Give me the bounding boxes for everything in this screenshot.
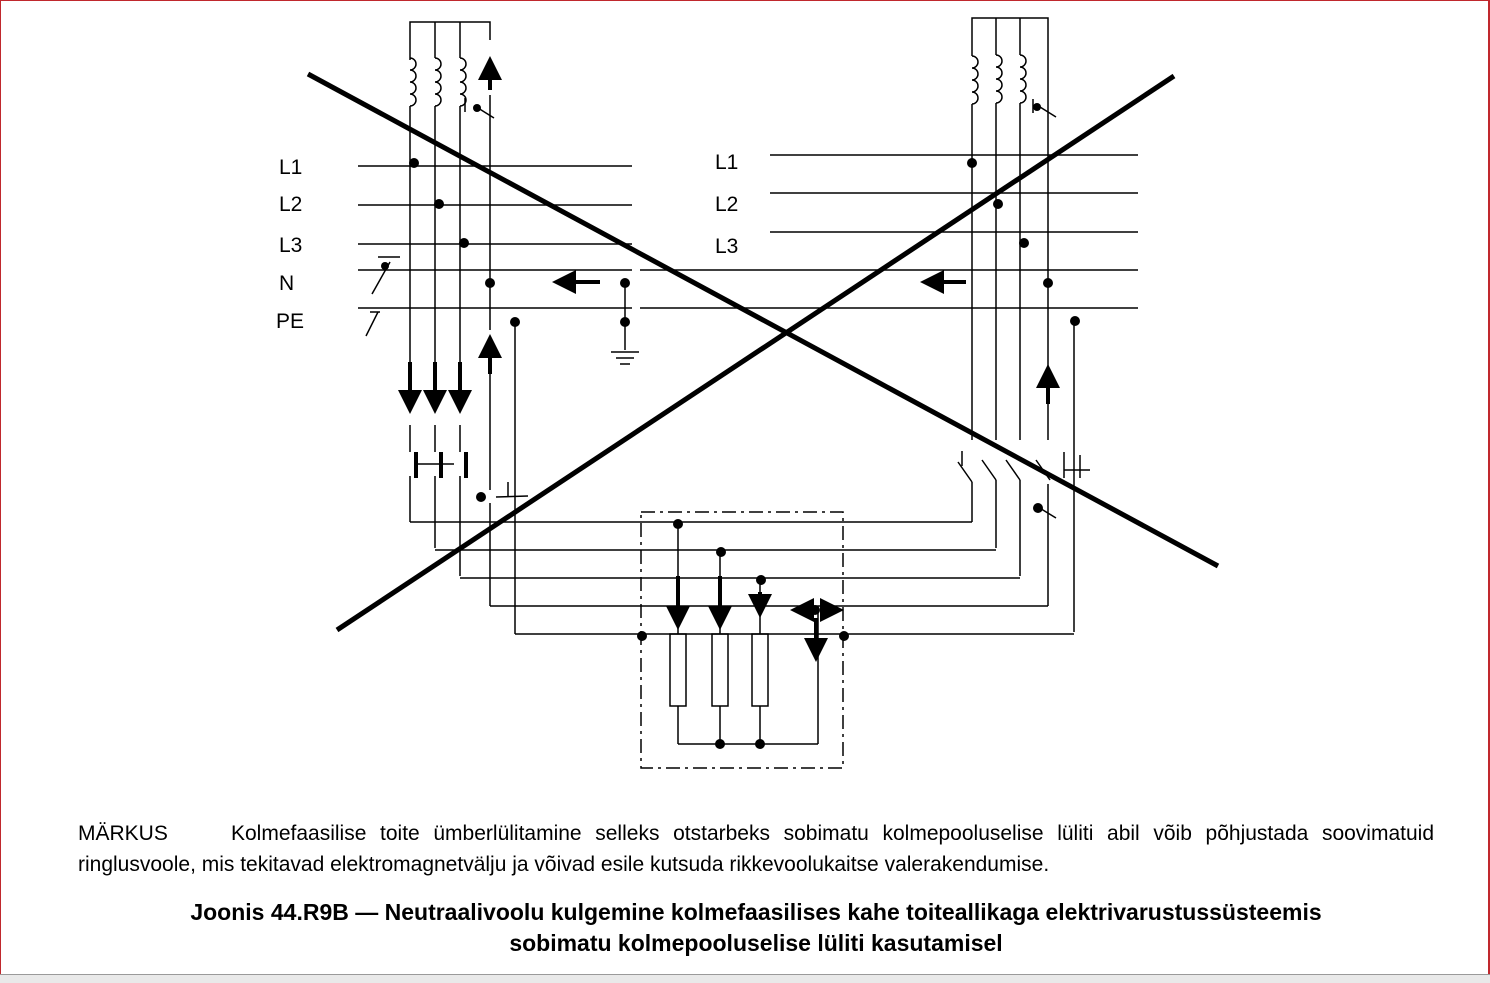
note-text: Kolmefaasilise toite ümberlülitamine selleks otstarbeks sobimatu kolmepooluselise lüliti abil võib põhjustada soovimatuid ringlusvoole, mis tekitavad elektromagnetvälju ja võivad esile kutsuda rikkevoolukaitse valerakendumise. [78, 822, 1434, 876]
bus-labels-right [715, 151, 738, 258]
bus-label: N [279, 272, 295, 295]
load-resistors [670, 522, 818, 744]
bus-label: L3 [279, 234, 303, 257]
figure-caption [60, 897, 1452, 959]
note-keyword: MÄRKUS [78, 822, 168, 845]
right-source-transformer [972, 18, 1074, 632]
left-busbars [358, 166, 632, 336]
left-source-transformer [410, 22, 494, 490]
bus-labels-left [276, 156, 304, 333]
load-feeders [410, 522, 1074, 634]
switch-contacts [416, 452, 466, 478]
cross-out [308, 74, 1218, 630]
bus-label: L3 [715, 235, 739, 258]
caption-line: sobimatu kolmepooluselise lüliti kasutamisel [509, 930, 1003, 956]
caption-line: Joonis 44.R9B — Neutraalivoolu kulgemine kolmefaasilises kahe toiteallikaga elektrivarustussüsteemis [190, 899, 1322, 925]
bus-label: L2 [715, 193, 739, 216]
right-four-pole-switch [958, 451, 1090, 606]
right-busbars [640, 155, 1138, 308]
left-three-pole-switch [410, 322, 528, 634]
bus-label: PE [276, 310, 305, 333]
current-arrows [410, 60, 1048, 658]
bus-label: L1 [715, 151, 739, 174]
note-paragraph [78, 818, 1434, 880]
bus-label: L1 [279, 156, 303, 179]
bus-label: L2 [279, 193, 303, 216]
